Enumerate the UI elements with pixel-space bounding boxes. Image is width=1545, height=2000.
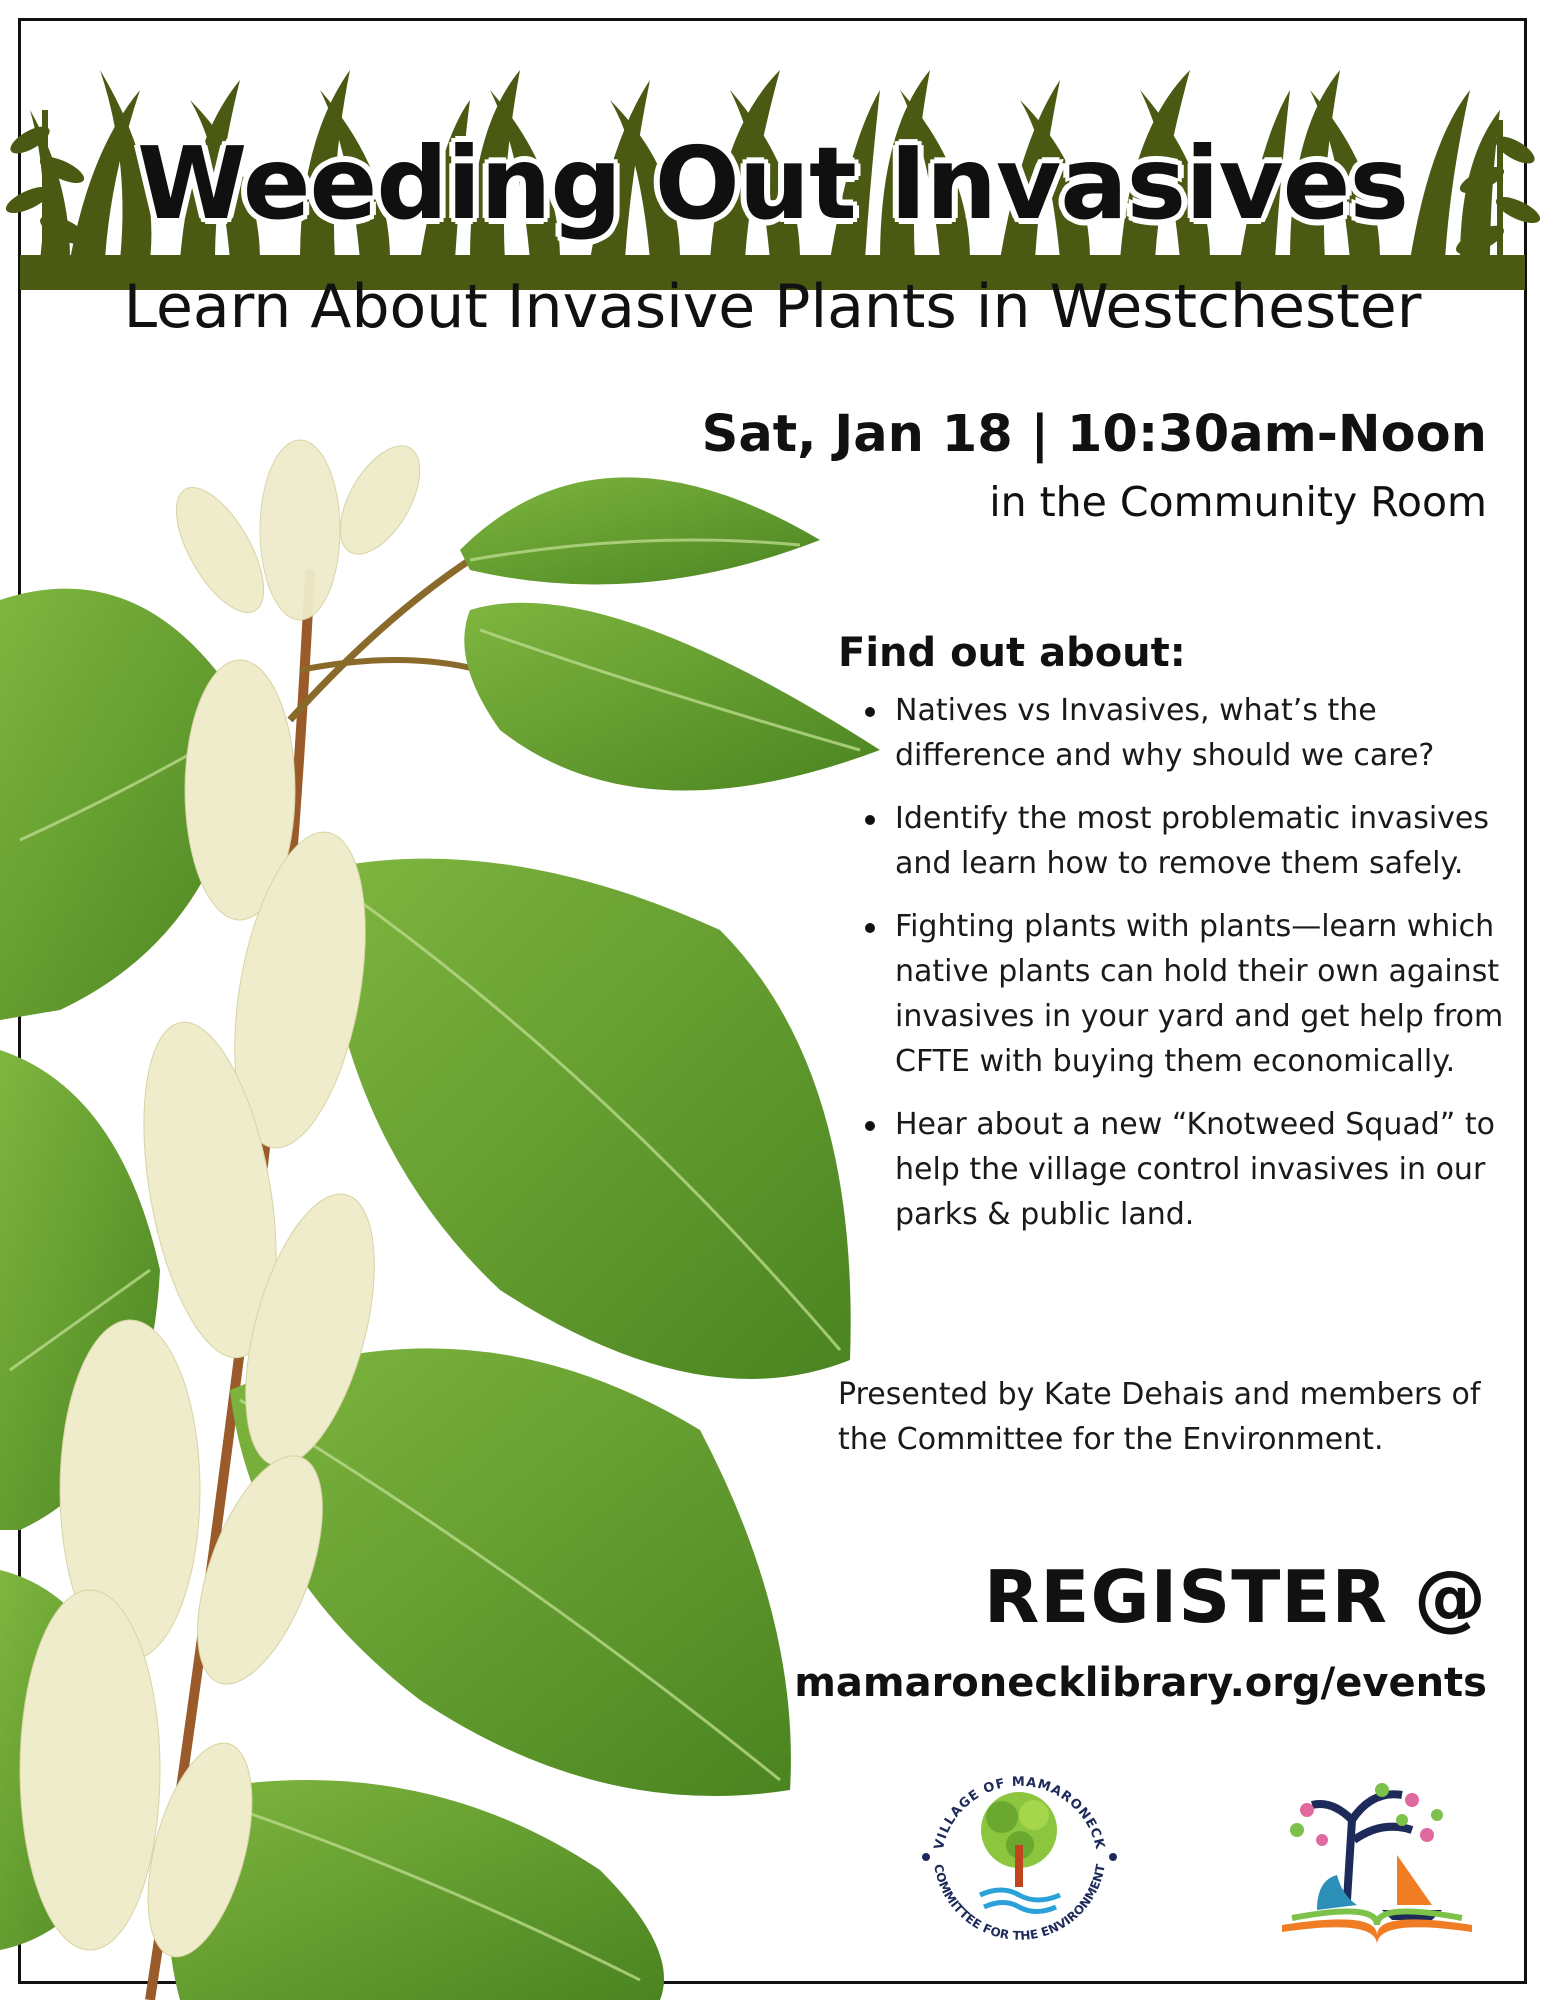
bullet-icon: [865, 923, 875, 933]
list-item: [865, 1102, 1505, 1237]
register-url: mamaronecklibrary.org/events: [794, 1660, 1487, 1706]
register-heading: REGISTER @: [983, 1555, 1487, 1639]
list-item: [865, 796, 1505, 886]
topic-text: Natives vs Invasives, what’s the difference and why should we care?: [895, 693, 1435, 773]
topics-list: [865, 688, 1505, 1255]
topic-text: Fighting plants with plants—learn which native plants can hold their own against invasives in your yard and get help from CFTE with buying them economically.: [895, 909, 1504, 1079]
list-item: [865, 688, 1505, 778]
topic-text: Identify the most problematic invasives and learn how to remove them safely.: [895, 801, 1489, 881]
presented-by-text: Presented by Kate Dehais and members of the Committee for the Environment.: [838, 1377, 1481, 1457]
poster-subtitle: Learn About Invasive Plants in Westchester: [123, 272, 1422, 342]
library-logo: [1262, 1760, 1492, 1960]
poster-title: Weeding Out Invasives: [136, 125, 1409, 242]
topic-text: Hear about a new “Knotweed Squad” to help the village control invasives in our parks & public land.: [895, 1107, 1495, 1232]
event-date-time: Sat, Jan 18 | 10:30am-Noon: [701, 405, 1487, 464]
bullet-icon: [865, 707, 875, 717]
village-committee-logo: [912, 1745, 1127, 1960]
find-out-heading: Find out about:: [838, 630, 1186, 676]
event-location: in the Community Room: [989, 478, 1487, 526]
knotweed-plant-image: [0, 370, 900, 2000]
list-item: [865, 904, 1505, 1084]
logo-bottom-text: COMMITTEE FOR THE ENVIRONMENT: [931, 1863, 1108, 1943]
bullet-icon: [865, 1121, 875, 1131]
bullet-icon: [865, 815, 875, 825]
tree-water-icon: [980, 1792, 1060, 1912]
logo-top-text: VILLAGE OF MAMARONECK: [931, 1774, 1108, 1852]
